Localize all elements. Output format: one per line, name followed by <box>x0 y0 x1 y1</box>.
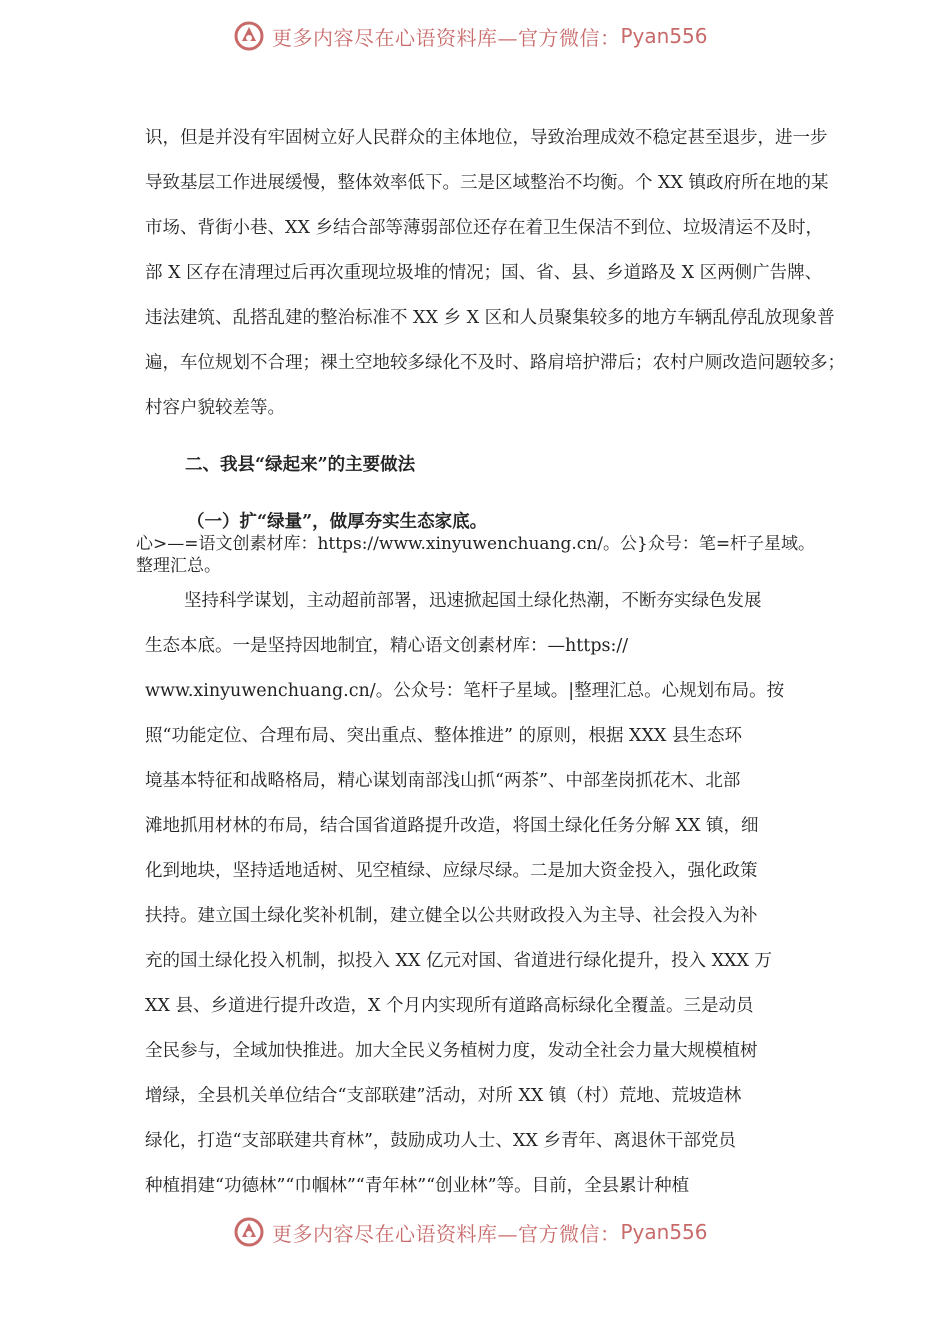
watermark-banner-top <box>232 16 752 56</box>
section-heading: 二、我县“绿起来”的主要做法 <box>185 455 416 475</box>
inline-note: 整理汇总。 <box>136 556 221 576</box>
text-line: XX 县、乡道进行提升改造，X 个月内实现所有道路高标绿化全覆盖。三是动员 <box>145 996 754 1016</box>
text-line: 村容户貌较差等。 <box>145 398 285 418</box>
text-line: 滩地抓用材林的布局，结合国省道路提升改造，将国土绿化任务分解 XX 镇，细 <box>145 816 759 836</box>
watermark-handle: Pyan556 <box>620 24 708 48</box>
text-line: 识，但是并没有牢固树立好人民群众的主体地位，导致治理成效不稳定甚至退步，进一步 <box>145 128 828 148</box>
text-line: 照“功能定位、合理布局、突出重点、整体推进” 的原则，根据 XXX 县生态环 <box>145 726 742 746</box>
text-line: 绿化，打造“支部联建共育林”，鼓励成功人士、XX 乡青年、离退休干部党员 <box>145 1131 736 1151</box>
text-line: 全民参与，全域加快推进。加大全民义务植树力度，发动全社会力量大规模植树 <box>145 1041 758 1061</box>
logo-icon <box>232 1215 266 1249</box>
logo-icon <box>232 19 266 53</box>
text-line: 部 X 区存在清理过后再次重现垃圾堆的情况；国、省、县、乡道路及 X 区两侧广告牌、 <box>145 263 823 283</box>
watermark-text: 更多内容尽在心语资料库—官方微信： <box>272 25 621 50</box>
watermark-banner-bottom <box>232 1212 752 1252</box>
text-line: 市场、背街小巷、XX 乡结合部等薄弱部位还存在着卫生保洁不到位、垃圾清运不及时， <box>145 218 823 238</box>
text-line: 增绿，全县机关单位结合“支部联建”活动，对所 XX 镇（村）荒地、荒坡造林 <box>145 1086 742 1106</box>
text-line: 境基本特征和战略格局，精心谋划南部浅山抓“两茶”、中部垄岗抓花木、北部 <box>145 771 741 791</box>
text-line: 违法建筑、乱搭乱建的整治标准不 XX 乡 X 区和人员聚集较多的地方车辆乱停乱放现象普 <box>145 308 835 328</box>
text-line: 充的国土绿化投入机制，拟投入 XX 亿元对国、省道进行绿化提升，投入 XXX 万 <box>145 951 773 971</box>
text-line: 生态本底。一是坚持因地制宜，精心语文创素材库：—https:// <box>145 636 629 656</box>
text-line: www.xinyuwenchuang.cn/。公众号：笔杆子星域。|整理汇总。心规划布局。按 <box>145 681 785 701</box>
text-line: 种植捐建“功德林”“巾帼林”“青年林”“创业林”等。目前，全县累计种植 <box>145 1176 690 1196</box>
inline-note: 心>—=语文创素材库：https://www.xinyuwenchuang.cn/。公}众号：笔=杆子星域。 <box>136 534 816 554</box>
watermark-handle: Pyan556 <box>620 1220 708 1244</box>
watermark-text: 更多内容尽在心语资料库—官方微信： <box>272 1221 621 1246</box>
text-line: 扶持。建立国土绿化奖补机制，建立健全以公共财政投入为主导、社会投入为补 <box>145 906 758 926</box>
text-line: 化到地块，坚持适地适树、见空植绿、应绿尽绿。二是加大资金投入，强化政策 <box>145 861 758 881</box>
text-line: 导致基层工作进展缓慢，整体效率低下。三是区域整治不均衡。个 XX 镇政府所在地的某 <box>145 173 829 193</box>
text-line: 坚持科学谋划，主动超前部署，迅速掀起国土绿化热潮，不断夯实绿色发展 <box>184 591 762 611</box>
text-line: 遍，车位规划不合理；裸土空地较多绿化不及时、路肩培护滞后；农村户厕改造问题较多； <box>145 353 845 373</box>
sub-heading: （一）扩“绿量”，做厚夯实生态家底。 <box>187 512 488 532</box>
